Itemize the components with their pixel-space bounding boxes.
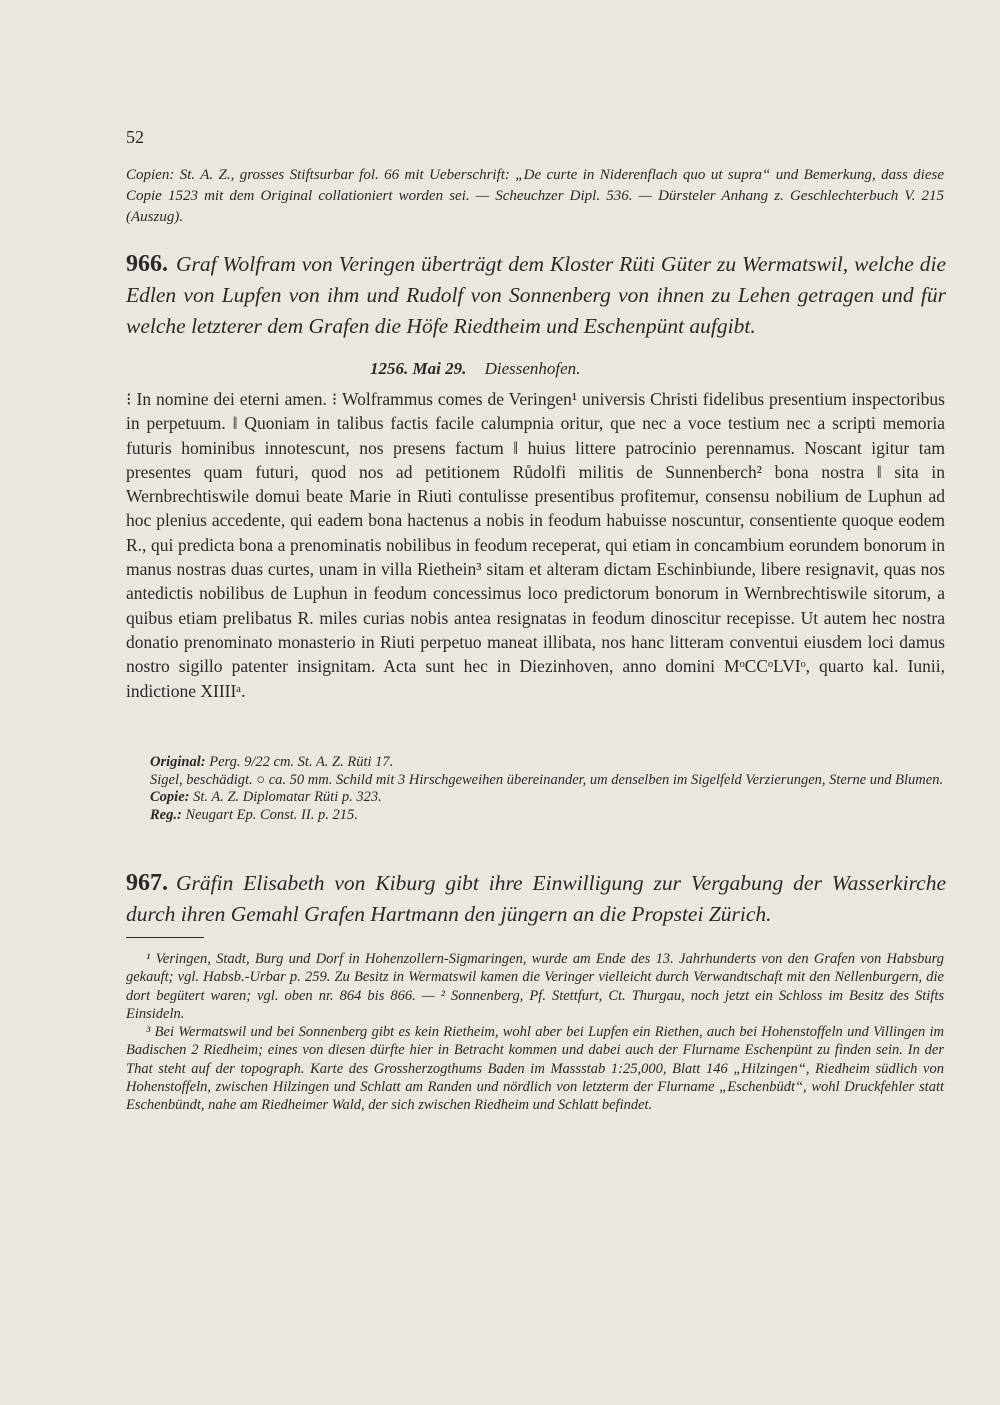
note-copie-text: St. A. Z. Diplomatar Rüti p. 323. <box>193 789 382 805</box>
charter-text: ⁝ In nomine dei eterni amen. ⁝ Wolframmus comes de Veringen¹ universis Christi fidelibus presentium inspectoribus in perpetuum. ‖ Quoniam in talibus factis facile calumpnia oritur, que nec a voce testium nec a scripti memoria futuris hominibus innotescunt, nos presens factum ‖ huius littere patrocinio perennamus. Noscant igitur tam presentes quam futuri, quod nos ad petitionem Růdolfi militis de Sunnenberch² bona nostra ‖ sita in Wernbrechtiswile domui beate Marie in Riuti contulisse presentibus profitemur, consensu nobilium de Luphun ad hoc plenius accedente, qui eadem bona hactenus a nobis in feodum habuisse noscuntur, consentiente quoque eodem R., qui predicta bona a prenominatis nobilibus in feodum receperat, qui etiam in concambium eorundem bonorum in manus nostras duas curtes, unam in villa Riethein³ sitam et alteram dictam Eschinbiunde, libere resignavit, quas nos antedictis nobilibus de Luphun in feodum concessimus loco predictorum bonorum in Wernbrechtiswile sitorum, a quibus etiam prelibatus R. miles curias nobis antea resignatas in feodum dinoscitur recepisse. Ut autem hec nostra donatio prenominato monasterio in Riuti perpetuo maneat illibata, nos hanc litteram conventui eiusdem loci damus nostro sigillo patenter insignitam. Acta sunt hec in Diezinhoven, anno domini MᵒCCᵒLVIᵒ, quarto kal. Iunii, indictione XIIIIᵃ. <box>126 389 945 701</box>
note-original <box>150 754 945 772</box>
note-reg-text: Neugart Ep. Const. II. p. 215. <box>185 806 358 823</box>
entry-966-source-notes <box>150 754 945 824</box>
copien-note: Copien: St. A. Z., grosses Stiftsurbar fol. 66 mit Ueberschrift: „De curte in Niderenflach quo ut supra“ und Bemerkung, dass diese Copie 1523 mit dem Original collationiert worden sei. — Scheuchzer Dipl. 536. — Dürsteler Anhang z. Geschlechterbuch V. 215 (Auszug). <box>126 167 944 225</box>
note-reg <box>150 807 945 825</box>
note-copie <box>150 789 945 807</box>
entry-966-summary: Graf Wolfram von Veringen überträgt dem Kloster Rüti Güter zu Wermatswil, welche die Edlen von Lupfen von ihm und Rudolf von Sonnenberg von ihnen zu Lehen getragen und für welche letzterer dem Grafen die Höfe Riedtheim und Eschenpünt aufgibt. <box>126 252 946 338</box>
footnote-divider <box>126 937 204 938</box>
entry-967-summary: Gräfin Elisabeth von Kiburg gibt ihre Einwilligung zur Vergabung der Wasserkirche durch ihren Gemahl Grafen Hartmann den jüngern an die Propstei Zürich. <box>126 871 946 926</box>
entry-967-heading <box>126 868 946 930</box>
page-number: 52 <box>126 127 144 147</box>
entry-967-number: 967. <box>126 870 168 896</box>
note-reg-label: Reg.: <box>150 806 182 823</box>
note-copie-label: Copie: <box>150 789 190 805</box>
entry-966-charter-text <box>126 387 945 703</box>
note-sigel: Sigel, beschädigt. ○ ca. 50 mm. Schild mit 3 Hirschgeweihen übereinander, um denselben im Sigelfeld Verzierungen, Sterne und Blumen. <box>150 771 944 788</box>
entry-966-date: 1256. Mai 29. <box>370 359 467 378</box>
entry-966-place: Diessenhofen. <box>484 359 581 378</box>
note-original-text: Perg. 9/22 cm. St. A. Z. Rüti 17. <box>209 754 394 770</box>
note-original-label: Original: <box>150 754 206 770</box>
footnote-3: ³ Bei Wermatswil und bei Sonnenberg gibt es kein Rietheim, wohl aber bei Lupfen ein Riethen, auch bei Hohenstoffeln und Villingen im Badischen 2 Riedheim; eines von diesen dürfte hier in Betracht kommen und dabei auch der Flurname Eschenpünt zu finden sein. In der That steht auf der topograph. Karte des Grossherzogthums Baden im Massstab 1:25,000, Blatt 146 „Hilzingen“, Riedheim südlich von Hohenstoffeln, zwischen Hilzingen und Schlatt am Randen und nördlich von letzterm der Flurname „Eschenbüdt“, wohl Druckfehler statt Eschenbündt, nahe am Riedheimer Wald, der sich zwischen Riedheim und Schlatt befindet. <box>126 1024 944 1114</box>
footnote-1-2: ¹ Veringen, Stadt, Burg und Dorf in Hohenzollern-Sigmaringen, wurde am Ende des 13. Jahrhunderts von den Grafen von Habsburg gekauft; vgl. Habsb.-Urbar p. 259. Zu Besitz in Wermatswil kamen die Veringer vielleicht durch Verwandtschaft mit den Nellenburgern, die dort begütert waren; vgl. oben nr. 864 bis 866. — ² Sonnenberg, Pf. Stettfurt, Ct. Thurgau, noch jetzt ein Schloss im Besitz des Stifts Einsideln. <box>126 951 944 1022</box>
entry-966-heading <box>126 249 946 342</box>
footnotes <box>126 950 944 1115</box>
entry-966-dateline <box>370 359 580 379</box>
entry-966-number: 966. <box>126 251 168 277</box>
